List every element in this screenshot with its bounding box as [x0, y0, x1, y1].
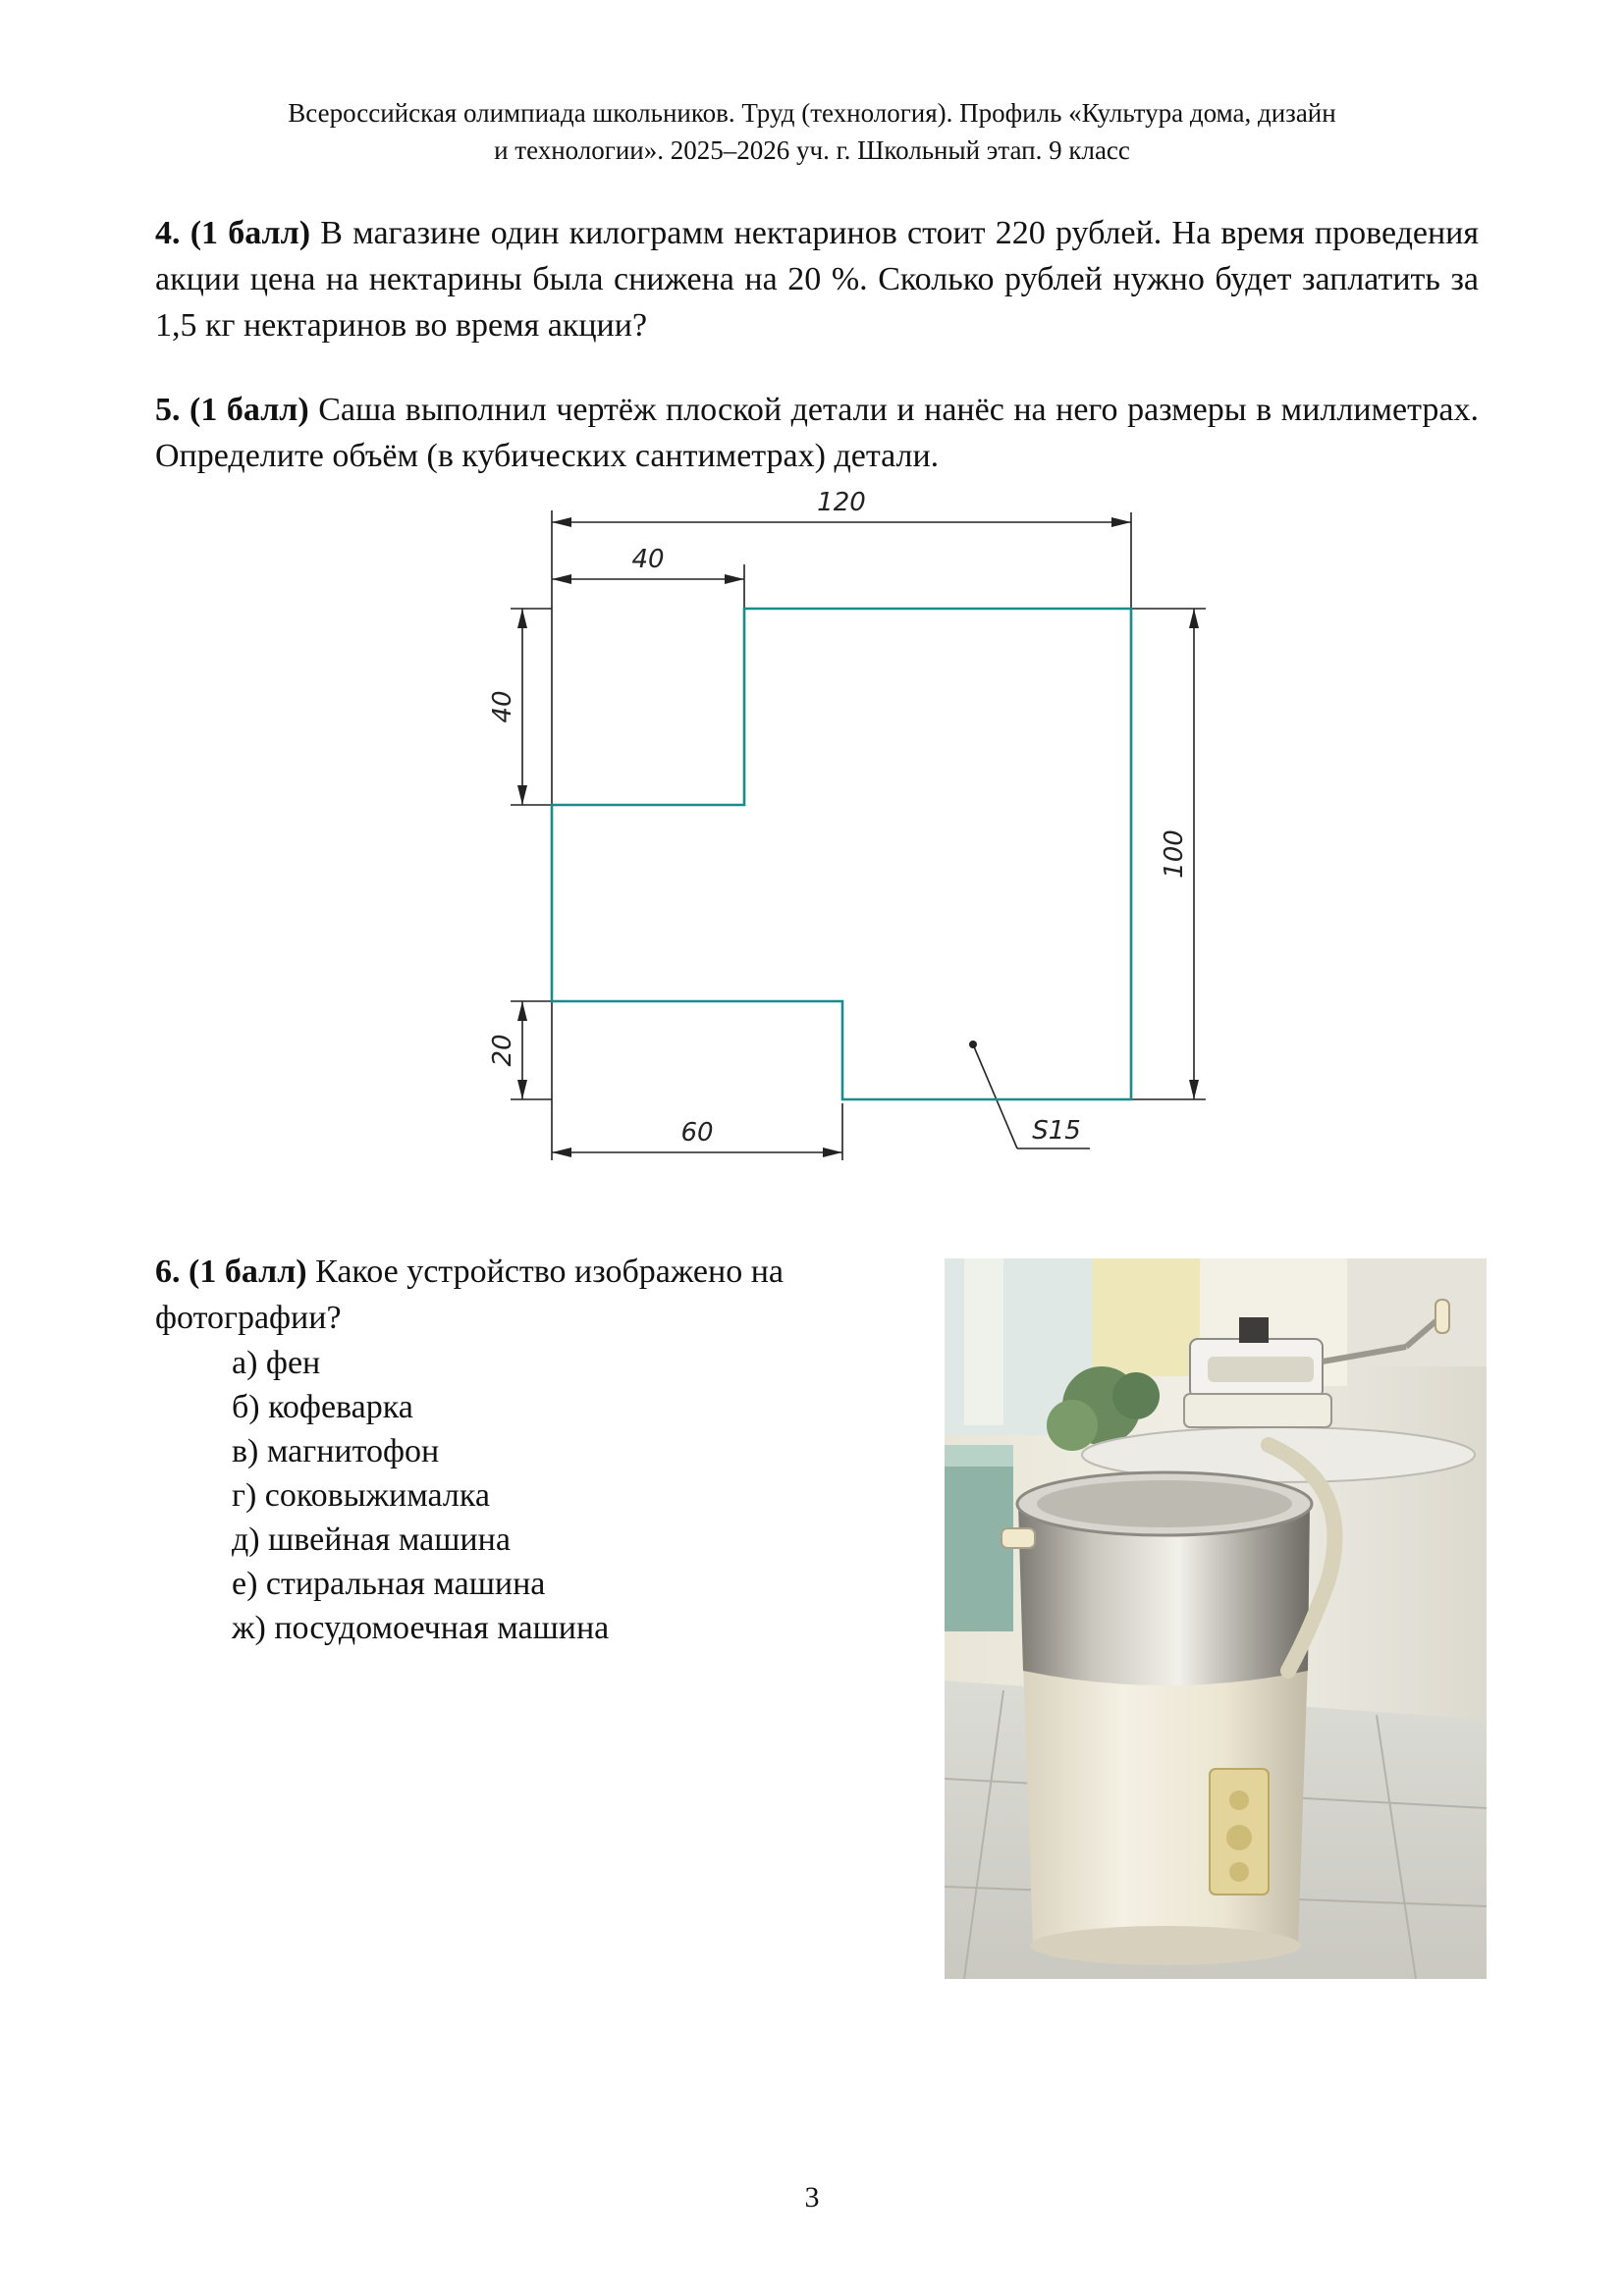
part-drawing — [432, 471, 1218, 1178]
task-6-text: Какое устройство изображено на фотографии? — [155, 1254, 784, 1336]
header-line-2: и технологии». 2025–2026 уч. г. Школьный этап. 9 класс — [494, 135, 1130, 165]
thickness-label: S15 — [1032, 1116, 1081, 1146]
task-5-text: Саша выполнил чертёж плоской детали и нанёс на него размеры в миллиметрах. Определите объём (в кубических сантиметрах) детали. — [155, 392, 1479, 474]
option-c: в) магнитофон — [232, 1433, 440, 1469]
dim-notch-bottom-height-label: 20 — [488, 1034, 517, 1067]
option-b: б) кофеварка — [232, 1389, 413, 1425]
task-4 — [155, 210, 1479, 348]
option-e: д) швейная машина — [232, 1522, 511, 1558]
option-g: ж) посудомоечная машина — [232, 1610, 610, 1646]
page-header — [137, 94, 1487, 169]
task-6-label: 6. (1 балл) — [155, 1254, 307, 1290]
part-outline — [552, 609, 1131, 1099]
dim-notch-top-width-label: 40 — [631, 545, 665, 574]
option-f: е) стиральная машина — [232, 1566, 546, 1602]
task-6-options — [232, 1341, 609, 1650]
dim-notch-top-height-label: 40 — [488, 690, 517, 723]
header-line-1: Всероссийская олимпиада школьников. Труд (технология). Профиль «Культура дома, дизайн — [288, 98, 1336, 128]
option-a: а) фен — [232, 1345, 321, 1381]
task-4-label: 4. (1 балл) — [155, 215, 311, 251]
page-number: 3 — [804, 2181, 820, 2214]
dim-height-label: 100 — [1160, 829, 1189, 879]
task-6 — [155, 1249, 901, 1341]
task-5-label: 5. (1 балл) — [155, 392, 309, 428]
task-4-text: В магазине один килограмм нектаринов стоит 220 рублей. На время проведения акции цена на нектарины была снижена на 20 %. Сколько рублей нужно будет заплатить за 1,5 кг нектаринов во время акции? — [155, 215, 1480, 344]
washing-machine-photo — [945, 1258, 1487, 1979]
option-d: г) соковыжималка — [232, 1477, 490, 1514]
task-5 — [155, 387, 1479, 479]
dim-notch-bottom-width-label: 60 — [680, 1118, 714, 1148]
dim-width-label: 120 — [817, 488, 866, 517]
